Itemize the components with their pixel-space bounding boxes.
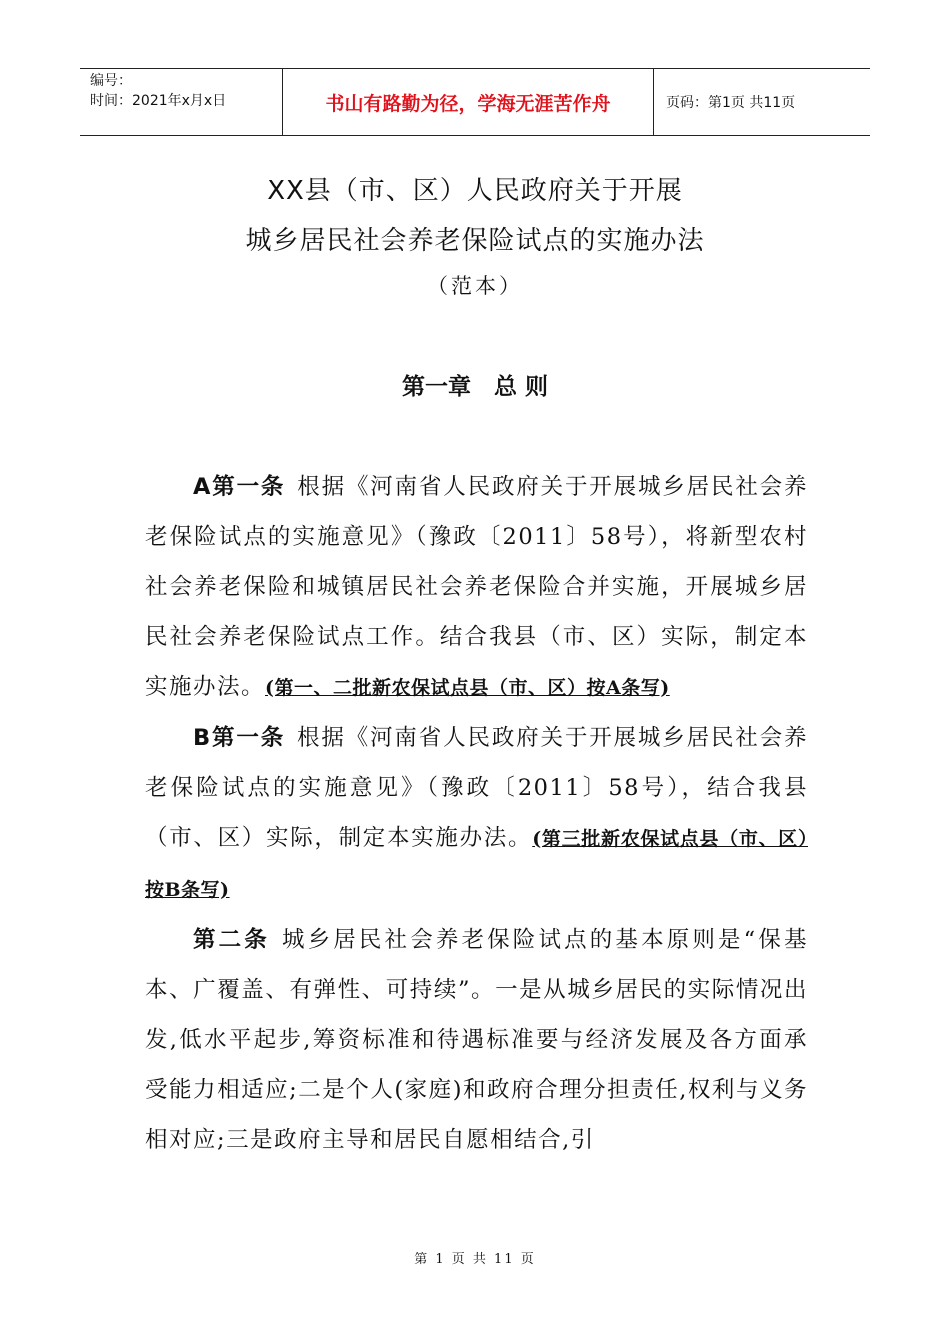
- article-text: 城乡居民社会养老保险试点的基本原则是“保基本、广覆盖、有弹性、可持续”。一是从城乡居民的实际情况出发,低水平起步,筹资标准和待遇标准要与经济发展及各方面承受能力相适应;二是个人(家庭)和政府合理分担责任,权利与义务相对应;三是政府主导和居民自愿相结合,引: [145, 927, 808, 1153]
- document-subtitle: （范本）: [427, 274, 523, 298]
- editor-note: (第三批新农保试点县（市、区）按B条写): [145, 828, 808, 901]
- document-title-line1: XX县（市、区）人民政府关于开展: [267, 176, 683, 206]
- chapter-heading: 第一章 总 则: [401, 374, 548, 400]
- header-page-info: 页码：第1页 共11页: [666, 95, 796, 111]
- article-text: 根据《河南省人民政府关于开展城乡居民社会养老保险试点的实施意见》（豫政〔2011〕58号），结合我县（市、区）实际，制定本实施办法。: [145, 725, 808, 851]
- number-label: 编号：: [90, 73, 132, 89]
- document-title-line2: 城乡居民社会养老保险试点的实施办法: [245, 226, 705, 256]
- editor-note: (第一、二批新农保试点县（市、区）按A条写): [265, 677, 670, 699]
- paragraph-article-b1: [145, 713, 808, 915]
- page-footer: 第 1 页 共 11 页: [414, 1252, 536, 1267]
- paragraph-article-a1: [145, 462, 808, 713]
- article-text: 根据《河南省人民政府关于开展城乡居民社会养老保险试点的实施意见》（豫政〔2011〕58号），将新型农村社会养老保险和城镇居民社会养老保险合并实施，开展城乡居民社会养老保险试点工作。结合我县（市、区）实际，制定本实施办法。: [145, 474, 808, 700]
- header-motto: 书山有路勤为径，学海无涯苦作舟: [282, 69, 654, 135]
- header-left-cell: [80, 69, 282, 135]
- paragraph-article-2: [145, 915, 808, 1165]
- document-header: [80, 68, 870, 136]
- article-label: B第一条: [193, 725, 286, 751]
- article-label: A第一条: [193, 474, 286, 500]
- time-label: 时间：2021年x月x日: [90, 93, 227, 109]
- article-label: 第二条: [193, 927, 270, 953]
- document-body: [145, 462, 808, 1165]
